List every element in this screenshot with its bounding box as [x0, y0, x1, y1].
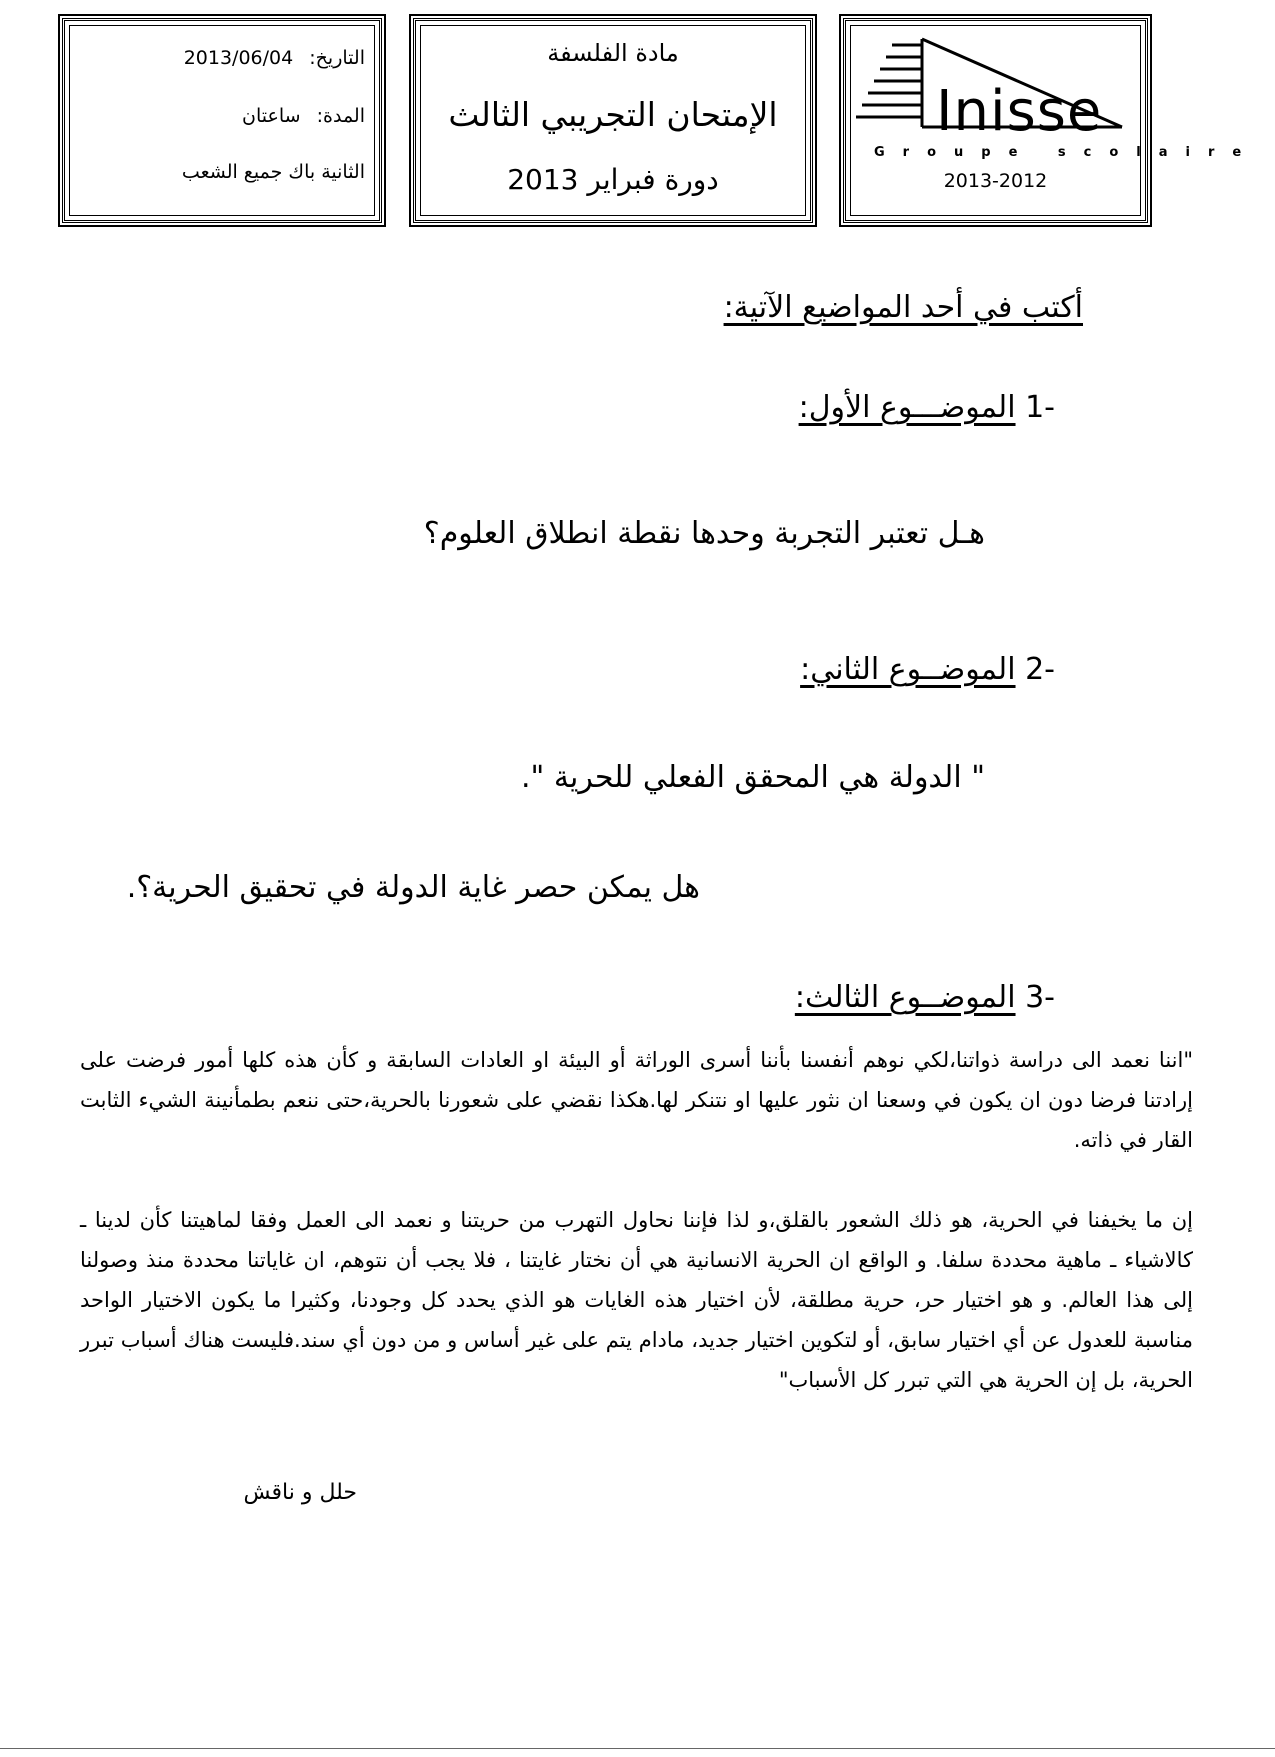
date-line — [184, 47, 365, 69]
topic-2-number: -2 — [1025, 652, 1055, 687]
exam-title: الإمتحان التجريبي الثالث — [448, 95, 778, 134]
school-logo-box — [843, 18, 1260, 223]
duration-value: ساعتان — [242, 105, 301, 127]
main-instruction: أكتب في أحد المواضيع الآتية: — [723, 290, 1083, 325]
topic-3-instruction: حلل و ناقش — [243, 1480, 357, 1505]
bottom-rule — [0, 1748, 1275, 1749]
topic-3-heading — [795, 980, 1055, 1015]
topic-2-heading — [800, 652, 1055, 687]
topic-3-number: -3 — [1025, 980, 1055, 1015]
topic-1-question: هـل تعتبر التجربة وحدها نقطة انطلاق العلوم؟ — [423, 516, 985, 551]
exam-subject-box — [413, 18, 813, 223]
date-value: 2013/06/04 — [183, 47, 294, 69]
subject-title: مادة الفلسفة — [547, 39, 679, 67]
duration-label: المدة: — [316, 105, 365, 127]
topic-2-quote: " الدولة هي المحقق الفعلي للحرية ". — [521, 760, 985, 795]
logo-wordmark: Inisse — [936, 79, 1103, 144]
exam-info-box — [62, 18, 382, 223]
topic-3-title: الموضــوع الثالث: — [794, 980, 1016, 1015]
topic-2-title: الموضــوع الثاني: — [800, 652, 1016, 687]
logo-tagline: Groupe scolaire — [874, 145, 1260, 160]
topic-1-number: -1 — [1025, 390, 1055, 425]
topic-1-title: الموضـــوع الأول: — [798, 390, 1016, 425]
date-label: التاريخ: — [309, 47, 365, 69]
level-text: الثانية باك جميع الشعب — [181, 161, 365, 183]
topic-3-paragraph-2: إن ما يخيفنا في الحرية، هو ذلك الشعور بالقلق،و لذا فإننا نحاول التهرب من حريتنا و نعمد الى العمل وفقا لماهيتنا كأن لدينا ـ كالاشياء ـ ماهية محددة سلفا. و الواقع ان الحرية الانسانية هي أن نختار غايتنا ، فلا يجب أن نتوهم، ان غاياتنا محددة منذ وصولنا إلى هذا العالم. و هو اختيار حر، حرية مطلقة، لأن اختيار هذه الغايات هو الذي يحدد كل وجودنا، وكثيرا ما يكون الاختيار الواحد مناسبة للعدول عن أي اختيار سابق، أو لتكوين اختيار جديد، مادام يتم على غير أساس و من دون أي سند.فليست هناك أسباب تبرر الحرية، بل إن الحرية هي التي تبرر كل الأسباب" — [80, 1208, 1193, 1392]
exam-session: دورة فبراير 2013 — [507, 163, 719, 196]
topic-1-heading — [799, 390, 1055, 425]
topic-3-paragraph-1: "اننا نعمد الى دراسة ذواتنا،لكي نوهم أنفسنا بأننا أسرى الوراثة أو البيئة او العادات السابقة و كأن هذه كلها أمور فرضت على إرادتنا فرضا دون ان يكون في وسعنا ان نثور عليها او نتنكر لها.هكذا نقضي على شعورنا بالحرية،حتى ننعم بطمأنينة الشيء الثابت القار في ذاته. — [80, 1048, 1193, 1152]
school-year: 2013-2012 — [943, 170, 1048, 192]
duration-line — [242, 105, 365, 127]
topic-2-question: هل يمكن حصر غاية الدولة في تحقيق الحرية؟. — [126, 870, 700, 905]
